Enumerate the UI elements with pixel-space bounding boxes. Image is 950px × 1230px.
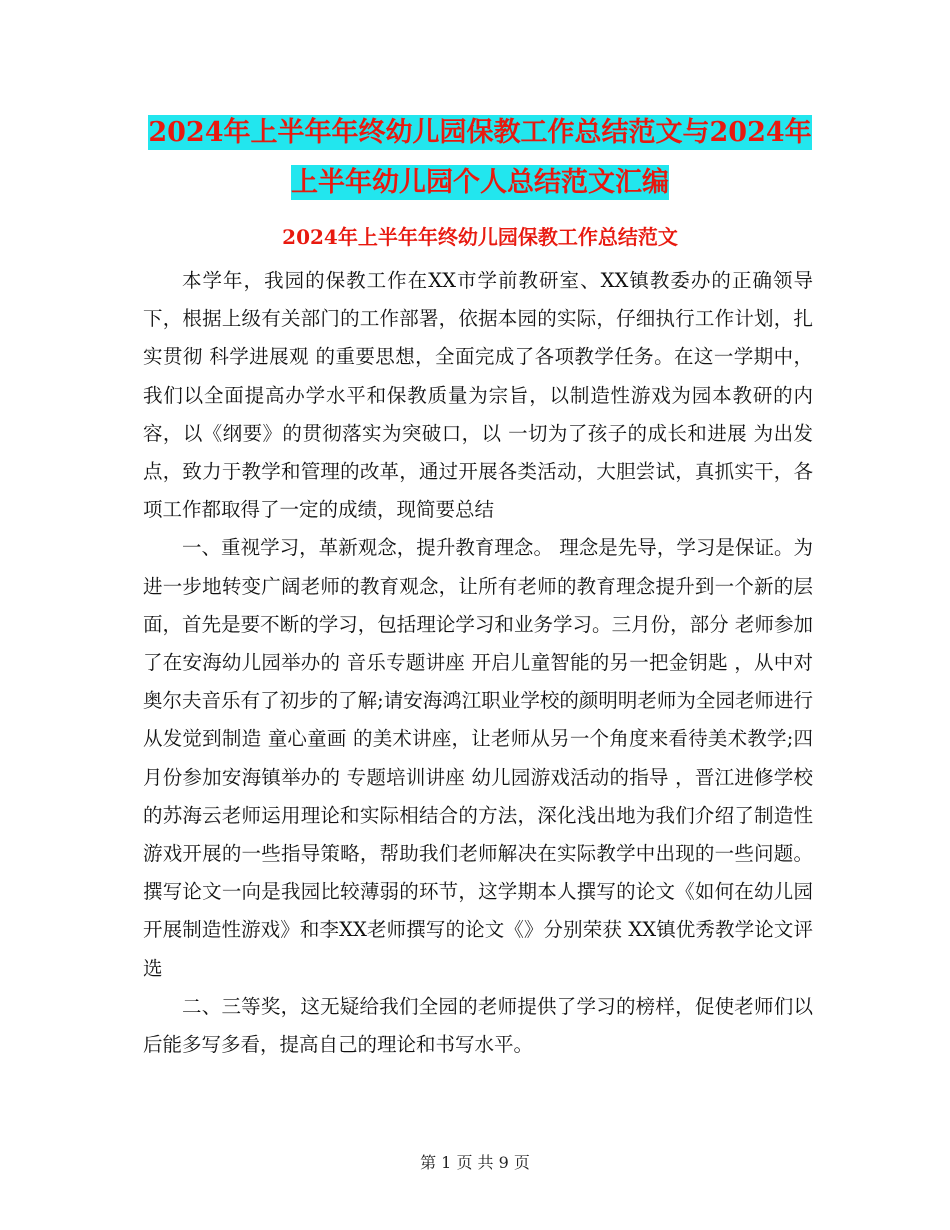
document-body	[143, 262, 813, 1064]
title-line-2: 上半年幼儿园个人总结范文汇编	[291, 167, 669, 198]
title-line-1: 2024年上半年年终幼儿园保教工作总结范文与2024年	[148, 117, 812, 148]
document-title	[140, 108, 820, 208]
paragraph: 二、三等奖，这无疑给我们全园的老师提供了学习的榜样，促使老师们以后能多写多看，提高自己的理论和书写水平。	[143, 994, 813, 1057]
page-number-footer: 第 1 页 共 9 页	[420, 1153, 530, 1172]
section-title: 2024年上半年年终幼儿园保教工作总结范文	[282, 225, 678, 249]
paragraph: 一、重视学习，革新观念，提升教育理念。 理念是先导，学习是保证。为进一步地转变广阔老师的教育观念，让所有老师的教育理念提升到一个新的层面，首先是要不断的学习，包括理论学习和业务学习。三月份，部分 老师参加了在安海幼儿园举办的 音乐专题讲座 开启儿童智能的另一把金钥匙 ，从中对奥尔夫音乐有了初步的了解;请安海鸿江职业学校的颜明明老师为全园老师进行 从发觉到制造 童心童画 的美术讲座，让老师从另一个角度来看待美术教学;四月份参加安海镇举办的 专题培训讲座 幼儿园游戏活动的指导 ，晋江进修学校的苏海云老师运用理论和实际相结合的方法，深化浅出地为我们介绍了制造性游戏开展的一些指导策略，帮助我们老师解决在实际教学中出现的一些问题。撰写论文一向是我园比较薄弱的环节，这学期本人撰写的论文《如何在幼儿园开展制造性游戏》和李XX老师撰写的论文《》分别荣获 XX镇优秀教学论文评选	[143, 536, 813, 980]
paragraph: 本学年，我园的保教工作在XX市学前教研室、XX镇教委办的正确领导下，根据上级有关部门的工作部署，依据本园的实际，仔细执行工作计划，扎实贯彻 科学进展观 的重要思想，全面完成了各项教学任务。在这一学期中，我们以全面提高办学水平和保教质量为宗旨，以制造性游戏为园本教研的内容，以《纲要》的贯彻落实为突破口，以 一切为了孩子的成长和进展 为出发点，致力于教学和管理的改革，通过开展各类活动，大胆尝试，真抓实干，各项工作都取得了一定的成绩，现简要总结	[143, 269, 813, 522]
